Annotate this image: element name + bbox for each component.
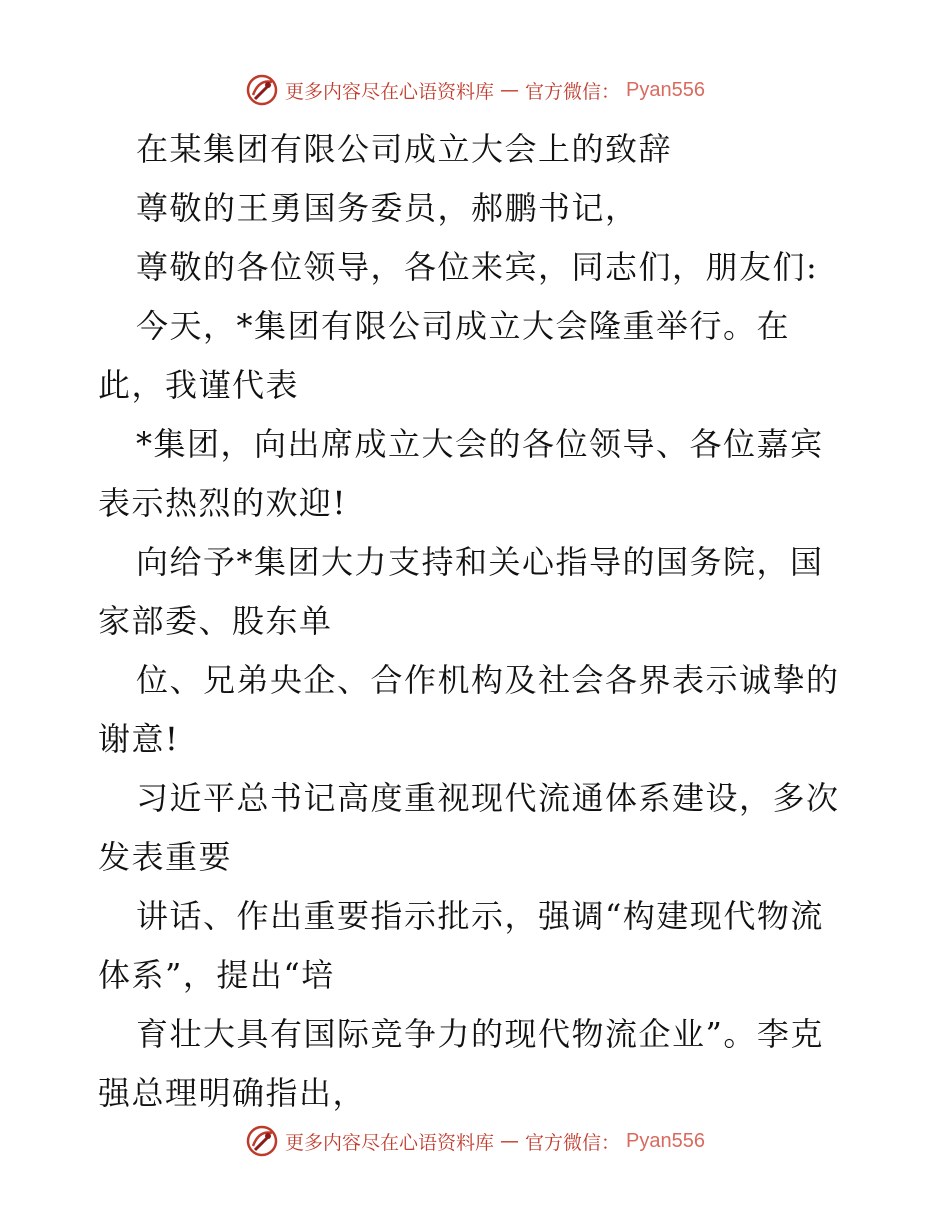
text-line: 谢意! bbox=[98, 720, 180, 758]
watermark-text: 更多内容尽在心语资料库 bbox=[285, 80, 495, 103]
text-line: 体系”，提出“培 bbox=[98, 956, 335, 994]
text-line: 表示热烈的欢迎! bbox=[98, 484, 347, 522]
text-line: 习近平总书记高度重视现代流通体系建设，多次 bbox=[136, 779, 840, 817]
watermark-wechat-id: Pyan556 bbox=[626, 78, 705, 101]
text-line: 强总理明确指出， bbox=[98, 1074, 367, 1112]
text-line: 此，我谨代表 bbox=[98, 366, 300, 404]
text-line: 位、兄弟央企、合作机构及社会各界表示诚挚的 bbox=[136, 661, 840, 699]
text-line: 今天，*集团有限公司成立大会隆重举行。在 bbox=[136, 307, 791, 345]
brand-logo-icon bbox=[245, 73, 279, 107]
brand-logo-icon bbox=[245, 1124, 279, 1158]
text-line: *集团，向出席成立大会的各位领导、各位嘉宾 bbox=[136, 425, 824, 463]
footer-watermark bbox=[0, 1121, 950, 1161]
text-line: 尊敬的王勇国务委员，郝鹏书记， bbox=[136, 189, 639, 227]
watermark-separator: — bbox=[500, 1130, 520, 1152]
watermark-separator: — bbox=[500, 79, 520, 101]
text-line: 讲话、作出重要指示批示，强调“构建现代物流 bbox=[136, 897, 824, 935]
watermark-wechat-label: 官方微信： bbox=[525, 80, 621, 103]
text-line: 育壮大具有国际竞争力的现代物流企业”。李克 bbox=[136, 1015, 824, 1053]
watermark-wechat-label: 官方微信： bbox=[525, 1131, 621, 1154]
text-line: 尊敬的各位领导，各位来宾，同志们，朋友们: bbox=[136, 248, 819, 286]
text-line: 向给予*集团大力支持和关心指导的国务院，国 bbox=[136, 543, 824, 581]
text-line: 发表重要 bbox=[98, 838, 233, 876]
text-line: 家部委、股东单 bbox=[98, 602, 333, 640]
header-watermark bbox=[0, 70, 950, 110]
document-body bbox=[98, 120, 858, 1123]
watermark-text: 更多内容尽在心语资料库 bbox=[285, 1131, 495, 1154]
watermark-wechat-id: Pyan556 bbox=[626, 1129, 705, 1152]
text-line: 在某集团有限公司成立大会上的致辞 bbox=[136, 130, 673, 168]
